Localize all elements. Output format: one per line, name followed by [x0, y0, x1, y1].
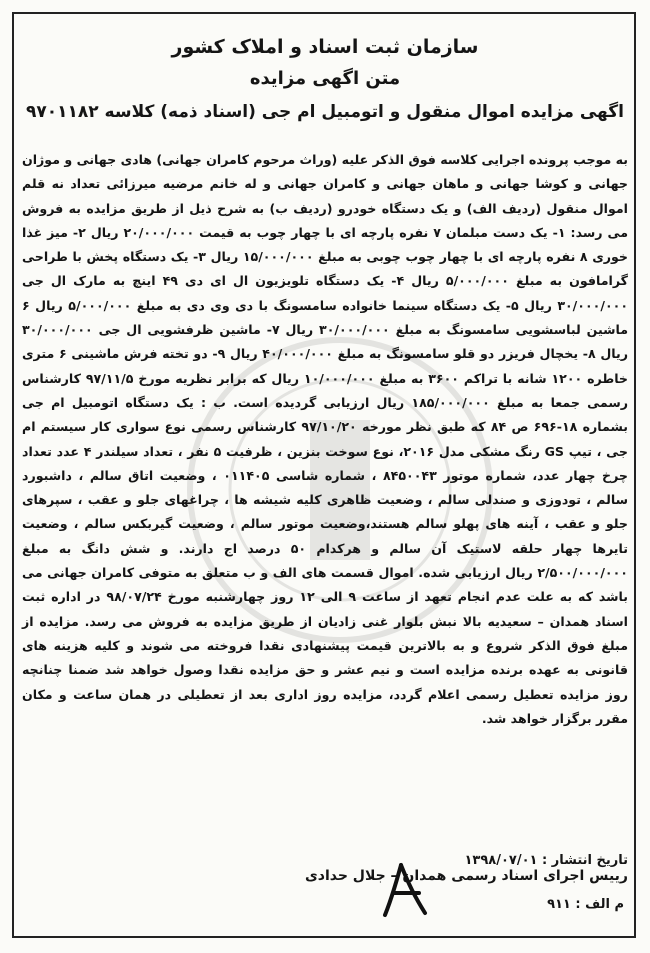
- auction-headline: اگهی مزایده اموال منقول و اتومبیل ام جی (اسناد ذمه) کلاسه ۹۷۰۱۱۸۲: [25, 102, 624, 122]
- publish-date: تاریخ انتشار : ۱۳۹۸/۰۷/۰۱: [464, 853, 628, 868]
- signature-line: رییس اجرای اسناد رسمی همدان – جلال حدادی: [304, 868, 628, 884]
- auction-body-text: به موجب پرونده اجرایی کلاسه فوق الذکر علیه (وراث مرحوم کامران جهانی) هادی جهانی و موژان جهانی و کوشا جهانی و ماهان جهانی و کامران جهانی و له خانم مرضیه میرزائی تعداد نه قلم اموال منقول (ردیف الف) و یک دستگاه خودرو (ردیف ب) به شرح ذیل از طریق مزایده به فروش می رسد: ۱- یک دست مبلمان ۷ نفره پارچه ای با چهار چوب به قیمت ۲۰/۰۰۰/۰۰۰ ریال ۲- میز غذا خوری ۸ نفره پارچه ای با چهار چوب چوبی به مبلغ ۱۵/۰۰۰/۰۰۰ ریال ۳- یک دستگاه پخش با طراحی گرامافون به مبلغ ۵/۰۰۰/۰۰۰ ریال ۴- یک دستگاه تلویزیون ال ای دی ۴۹ اینچ به مارک ال جی ۳۰/۰۰۰/۰۰۰ ریال ۵- یک دستگاه سینما خانواده سامسونگ با دی وی دی به مبلغ ۵/۰۰۰/۰۰۰ ریال ۶ ماشین لباسشویی سامسونگ به مبلغ ۳۰/۰۰۰/۰۰۰ ریال ۷- ماشین ظرفشویی ال جی ۳۰/۰۰۰/۰۰۰ ریال ۸- یخچال فریزر دو قلو سامسونگ به مبلغ ۴۰/۰۰۰/۰۰۰ ریال ۹- دو تخته فرش ماشینی ۶ متری خاطره ۱۲۰۰ شانه با تراکم ۳۶۰۰ به مبلغ ۱۰/۰۰۰/۰۰۰ ریال که برابر نظریه مورخ ۹۷/۱۱/۵ کارشناس رسمی جمعا به مبلغ ۱۸۵/۰۰۰/۰۰۰ ریال ارزیابی گردیده است. ب : یک دستگاه اتومبیل ام جی بشماره ۱۸-۶۹۶ ص ۸۴ که طبق نظر مورخه ۹۷/۱۰/۲۰ کارشناس رسمی نوع سواری کار سیستم ام جی ، تیپ GS رنگ مشکی مدل ۲۰۱۶، نوع سوخت بنزین ، ظرفیت ۵ نفر ، تعداد سیلندر ۴ عدد تعداد چرخ چهار عدد، شماره موتور ۸۴۵۰۰۴۳ ، شماره شاسی ۰۱۱۴۰۵ ، وضعیت اتاق سالم ، داشبورد سالم ، تودوزی و صندلی سالم ، وضعیت ظاهری کلیه شیشه ها ، چراغهای جلو و عقب ، سپرهای جلو و عقب ، آینه های پهلو سالم هستند،وضعیت موتور سالم ، وضعیت گیربکس سالم ، وضعیت تایرها چهار حلقه لاستیک آن سالم و هرکدام ۵۰ درصد اج دارند. و شش دانگ به مبلغ ۲/۵۰۰/۰۰۰/۰۰۰ ریال ارزیابی شده. اموال قسمت های الف و ب متعلق به متوفی کامران جهانی می باشد که به علت عدم انجام تعهد از ساعت ۹ الی ۱۲ روز چهارشنبه مورخ ۹۸/۰۷/۲۴ در اداره ثبت اسناد همدان – سعیدیه بالا نبش بلوار غنی زادیان از طریق مزایده به فروش می رسد. مزایده از مبلغ فوق الذکر شروع و به بالاترین قیمت پیشنهادی نقدا فروخته می شوند و کلیه هزینه های قانونی به عهده برنده مزایده است و نیم عشر و حق مزایده نقدا وصول خواهد شد ضمنا چنانچه روز مزایده تعطیل رسمی اعلام گردد، مزایده روز اداری بعد از تعطیلی در همان ساعت و مکان مقرر برگزار خواهد شد.: [21, 152, 629, 726]
- notice-header: [20, 34, 630, 92]
- issue-reference: م الف : ۹۱۱: [547, 897, 624, 912]
- handwritten-mark-icon: [375, 855, 435, 925]
- organization-name: سازمان ثبت اسناد و املاک کشور: [171, 36, 479, 58]
- notice-subtitle: متن اگهی مزایده: [249, 68, 401, 89]
